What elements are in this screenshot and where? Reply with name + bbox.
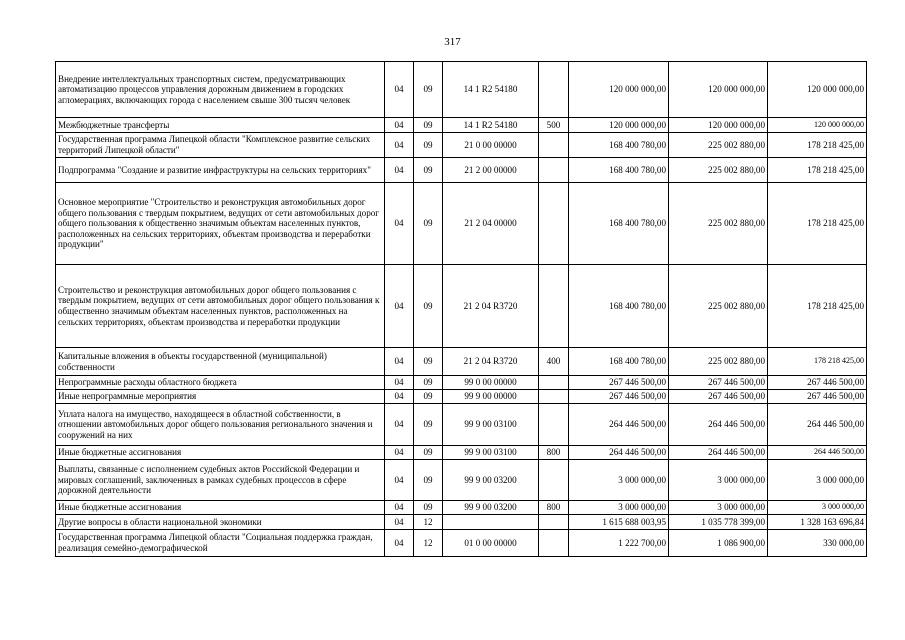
row-name: Государственная программа Липецкой области "Социальная поддержка граждан, реализация семейно-демографической [56, 530, 385, 557]
subsection-code: 09 [414, 62, 443, 118]
amount-year-1: 264 446 500,00 [569, 446, 669, 460]
amount-year-3: 267 446 500,00 [768, 376, 867, 390]
amount-year-1: 267 446 500,00 [569, 390, 669, 404]
target-article-code: 99 9 00 00000 [443, 390, 539, 404]
amount-year-1: 168 400 780,00 [569, 348, 669, 376]
row-name: Другие вопросы в области национальной экономики [56, 515, 385, 530]
subsection-code: 12 [414, 515, 443, 530]
section-code: 04 [385, 62, 414, 118]
row-name: Государственная программа Липецкой области "Комплексное развитие сельских территорий Липецкой области" [56, 133, 385, 158]
target-article-code: 21 2 04 00000 [443, 183, 539, 265]
subsection-code: 09 [414, 133, 443, 158]
amount-year-3: 178 218 425,00 [768, 348, 867, 376]
expense-type-code [539, 404, 569, 446]
target-article-code: 14 1 R2 54180 [443, 62, 539, 118]
amount-year-1: 120 000 000,00 [569, 118, 669, 133]
section-code: 04 [385, 118, 414, 133]
target-article-code: 21 2 04 R3720 [443, 265, 539, 348]
subsection-code: 09 [414, 348, 443, 376]
amount-year-1: 267 446 500,00 [569, 376, 669, 390]
amount-year-3: 3 000 000,00 [768, 460, 867, 501]
section-code: 04 [385, 376, 414, 390]
expense-type-code [539, 390, 569, 404]
table-row [56, 501, 867, 515]
amount-year-3: 264 446 500,00 [768, 446, 867, 460]
row-name: Межбюджетные трансферты [56, 118, 385, 133]
table-row [56, 460, 867, 501]
amount-year-2: 225 002 880,00 [669, 133, 768, 158]
expense-type-code [539, 62, 569, 118]
page-number: 317 [444, 36, 461, 48]
row-name: Иные непрограммные мероприятия [56, 390, 385, 404]
amount-year-3: 120 000 000,00 [768, 118, 867, 133]
amount-year-3: 267 446 500,00 [768, 390, 867, 404]
amount-year-2: 225 002 880,00 [669, 348, 768, 376]
amount-year-1: 168 400 780,00 [569, 133, 669, 158]
row-name: Иные бюджетные ассигнования [56, 446, 385, 460]
expense-type-code: 500 [539, 118, 569, 133]
table-row [56, 158, 867, 183]
amount-year-2: 3 000 000,00 [669, 460, 768, 501]
expense-type-code [539, 183, 569, 265]
amount-year-3: 178 218 425,00 [768, 133, 867, 158]
amount-year-2: 264 446 500,00 [669, 404, 768, 446]
section-code: 04 [385, 158, 414, 183]
target-article-code: 99 9 00 03100 [443, 404, 539, 446]
amount-year-1: 264 446 500,00 [569, 404, 669, 446]
amount-year-2: 264 446 500,00 [669, 446, 768, 460]
row-name: Основное мероприятие "Строительство и реконструкция автомобильных дорог общего пользования с твердым покрытием, ведущих от сети автомобильных дорог общего пользования к общественно значимым объектам населенных пунктов, расположенных на сельских территориях, объектам производства и переработки продукции" [56, 183, 385, 265]
amount-year-1: 1 615 688 003,95 [569, 515, 669, 530]
amount-year-2: 267 446 500,00 [669, 390, 768, 404]
amount-year-2: 225 002 880,00 [669, 265, 768, 348]
amount-year-2: 225 002 880,00 [669, 158, 768, 183]
amount-year-1: 168 400 780,00 [569, 183, 669, 265]
row-name: Подпрограмма "Создание и развитие инфраструктуры на сельских территориях" [56, 158, 385, 183]
amount-year-2: 225 002 880,00 [669, 183, 768, 265]
table-row [56, 446, 867, 460]
amount-year-3: 330 000,00 [768, 530, 867, 557]
expense-type-code: 400 [539, 348, 569, 376]
subsection-code: 09 [414, 158, 443, 183]
section-code: 04 [385, 530, 414, 557]
subsection-code: 09 [414, 183, 443, 265]
section-code: 04 [385, 515, 414, 530]
target-article-code: 99 9 00 03100 [443, 446, 539, 460]
row-name: Капитальные вложения в объекты государственной (муниципальной) собственности [56, 348, 385, 376]
expense-type-code [539, 133, 569, 158]
target-article-code: 21 2 00 00000 [443, 158, 539, 183]
expense-type-code [539, 515, 569, 530]
section-code: 04 [385, 183, 414, 265]
table-row [56, 62, 867, 118]
expense-type-code [539, 158, 569, 183]
row-name: Выплаты, связанные с исполнением судебных актов Российской Федерации и мировых соглашений, заключенных в рамках судебных процессов в сфере дорожной деятельности [56, 460, 385, 501]
expense-type-code [539, 460, 569, 501]
amount-year-3: 178 218 425,00 [768, 265, 867, 348]
table-row [56, 404, 867, 446]
table-row [56, 118, 867, 133]
amount-year-1: 3 000 000,00 [569, 460, 669, 501]
table-row [56, 265, 867, 348]
target-article-code: 21 2 04 R3720 [443, 348, 539, 376]
amount-year-2: 120 000 000,00 [669, 118, 768, 133]
amount-year-3: 1 328 163 696,84 [768, 515, 867, 530]
target-article-code [443, 515, 539, 530]
section-code: 04 [385, 348, 414, 376]
table-row [56, 183, 867, 265]
table-row [56, 390, 867, 404]
table-row [56, 530, 867, 557]
amount-year-3: 3 000 000,00 [768, 501, 867, 515]
target-article-code: 21 0 00 00000 [443, 133, 539, 158]
subsection-code: 09 [414, 118, 443, 133]
amount-year-1: 3 000 000,00 [569, 501, 669, 515]
subsection-code: 12 [414, 530, 443, 557]
subsection-code: 09 [414, 376, 443, 390]
section-code: 04 [385, 446, 414, 460]
subsection-code: 09 [414, 460, 443, 501]
amount-year-2: 1 086 900,00 [669, 530, 768, 557]
table-row [56, 376, 867, 390]
section-code: 04 [385, 133, 414, 158]
amount-year-2: 1 035 778 399,00 [669, 515, 768, 530]
amount-year-2: 120 000 000,00 [669, 62, 768, 118]
row-name: Строительство и реконструкция автомобильных дорог общего пользования с твердым покрытием, ведущих от сети автомобильных дорог общего пользования к общественно значимым объектам населенных пунктов, расположенных на сельских территориях, объектам производства и переработки продукции [56, 265, 385, 348]
amount-year-3: 120 000 000,00 [768, 62, 867, 118]
table-row [56, 515, 867, 530]
amount-year-1: 168 400 780,00 [569, 158, 669, 183]
amount-year-1: 1 222 700,00 [569, 530, 669, 557]
section-code: 04 [385, 460, 414, 501]
amount-year-1: 168 400 780,00 [569, 265, 669, 348]
amount-year-3: 178 218 425,00 [768, 183, 867, 265]
amount-year-2: 267 446 500,00 [669, 376, 768, 390]
table-row [56, 348, 867, 376]
table-row [56, 133, 867, 158]
row-name: Внедрение интеллектуальных транспортных систем, предусматривающих автоматизацию процессов управления дорожным движением в городских агломерациях, включающих города с населением свыше 300 тысяч человек [56, 62, 385, 118]
section-code: 04 [385, 390, 414, 404]
target-article-code: 99 9 00 03200 [443, 460, 539, 501]
subsection-code: 09 [414, 390, 443, 404]
target-article-code: 01 0 00 00000 [443, 530, 539, 557]
subsection-code: 09 [414, 404, 443, 446]
expense-type-code [539, 376, 569, 390]
subsection-code: 09 [414, 501, 443, 515]
subsection-code: 09 [414, 265, 443, 348]
row-name: Иные бюджетные ассигнования [56, 501, 385, 515]
row-name: Непрограммные расходы областного бюджета [56, 376, 385, 390]
section-code: 04 [385, 265, 414, 348]
row-name: Уплата налога на имущество, находящееся в областной собственности, в отношении автомобильных дорог общего пользования регионального значения и сооружений на них [56, 404, 385, 446]
section-code: 04 [385, 501, 414, 515]
expense-type-code: 800 [539, 501, 569, 515]
section-code: 04 [385, 404, 414, 446]
expense-type-code: 800 [539, 446, 569, 460]
budget-table-body [56, 62, 867, 557]
target-article-code: 99 0 00 00000 [443, 376, 539, 390]
amount-year-2: 3 000 000,00 [669, 501, 768, 515]
amount-year-1: 120 000 000,00 [569, 62, 669, 118]
amount-year-3: 178 218 425,00 [768, 158, 867, 183]
expense-type-code [539, 530, 569, 557]
budget-table [55, 61, 867, 557]
subsection-code: 09 [414, 446, 443, 460]
expense-type-code [539, 265, 569, 348]
target-article-code: 14 1 R2 54180 [443, 118, 539, 133]
target-article-code: 99 9 00 03200 [443, 501, 539, 515]
amount-year-3: 264 446 500,00 [768, 404, 867, 446]
